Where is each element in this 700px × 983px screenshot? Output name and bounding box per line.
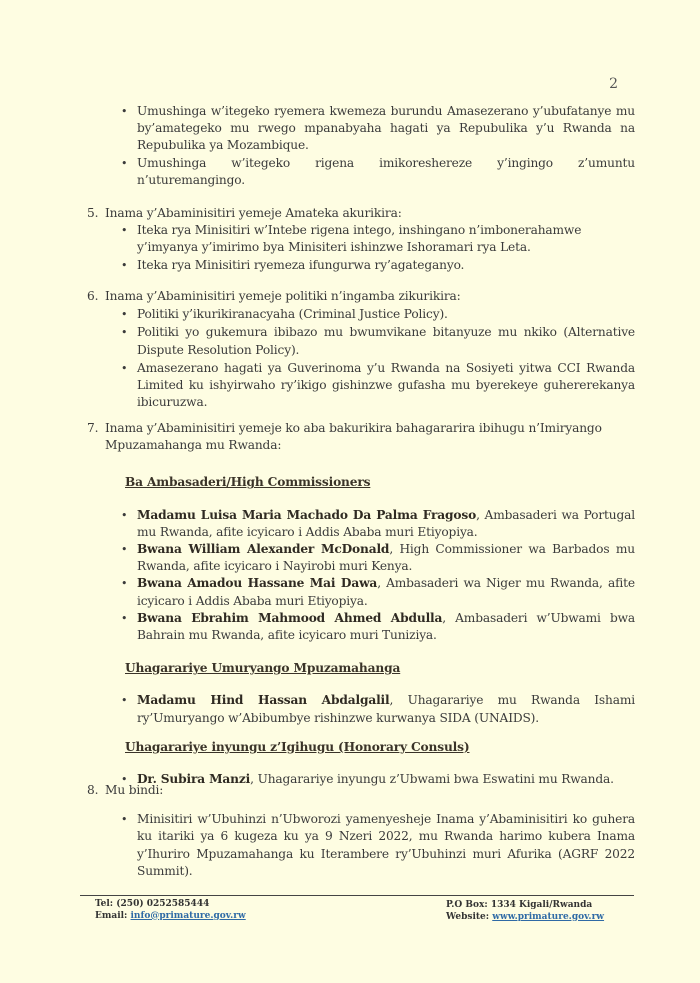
website-label: Website: bbox=[446, 911, 490, 922]
list-item: • Iteka rya Minisitiri ryemeza ifungurwa ry’agateganyo. bbox=[87, 257, 635, 274]
person-name: Dr. Subira Manzi bbox=[137, 772, 251, 787]
footer-website bbox=[446, 912, 604, 924]
section-7 bbox=[87, 420, 635, 788]
section-number: 7. bbox=[87, 421, 99, 435]
list-item: • Minisitiri w’Ubuhinzi n’Ubworozi yamenyesheje Inama y’Abaminisitiri ko guhera ku itariki ya 6 kugeza ku ya 9 Nzeri 2022, mu Rwanda harimo kubera Inama y’Ihuriro Mpuzamahanga ku Iterambere ry’Ubuhinzi muri Afurika (AGRF 2022 Summit). bbox=[87, 811, 635, 880]
list-item: • Iteka rya Minisitiri w’Intebe rigena intego, inshingano n’imbonerahamwe y’imyanya y’imirimo bya Minisiteri ishinzwe Ishoramari rya Leta. bbox=[87, 222, 635, 256]
footer-left bbox=[95, 899, 246, 922]
footer-divider bbox=[80, 895, 634, 896]
intl-org-list bbox=[87, 692, 635, 726]
website-link[interactable]: www.primature.gov.rw bbox=[492, 911, 605, 922]
list-item bbox=[87, 507, 635, 541]
footer-pobox: P.O Box: 1334 Kigali/Rwanda bbox=[446, 900, 593, 910]
person-role: , High Commissioner wa Barbados mu Rwanda, afite icyicaro i Nayirobi muri Kenya. bbox=[137, 542, 635, 574]
list-item bbox=[87, 610, 635, 644]
person-role: , Uhagarariye mu Rwanda Ishami ry’Umuryango w’Abibumbye rishinzwe kurwanya SIDA (UNAIDS). bbox=[137, 693, 636, 725]
person-role: , Ambasaderi wa Portugal mu Rwanda, afite icyicaro i Addis Ababa muri Etiyopiya. bbox=[137, 507, 635, 539]
section-number: 5. bbox=[87, 206, 99, 220]
section-5 bbox=[87, 205, 635, 274]
person-name: Madamu Luisa Maria Machado Da Palma Fragoso bbox=[137, 507, 477, 522]
tel-label: Tel: bbox=[95, 899, 114, 909]
footer-tel bbox=[95, 899, 246, 911]
person-role: , Ambasaderi wa Niger mu Rwanda, afite icyicaro i Addis Ababa muri Etiyopiya. bbox=[137, 576, 635, 608]
section-8 bbox=[87, 782, 635, 880]
section-6 bbox=[87, 288, 635, 411]
email-label: Email: bbox=[95, 910, 128, 921]
footer-email bbox=[95, 911, 246, 923]
section-text: Mu bindi: bbox=[105, 783, 164, 797]
list-item: • Amasezerano hagati ya Guverinoma y’u Rwanda na Sosiyeti yitwa CCI Rwanda Limited ku ishyirwaho ry’ikigo gishinzwe gufasha mu byerekeye guhererekanya ibicuruzwa. bbox=[87, 360, 635, 412]
section-text: Inama y’Abaminisitiri yemeje ko aba bakurikira bahagararira ibihugu n’Imiryango Mpuzamahanga mu Rwanda: bbox=[105, 421, 602, 453]
section-number: 8. bbox=[87, 783, 99, 797]
list-item: • Politiki yo gukemura ibibazo mu bwumvikane bitanyuze mu nkiko (Alternative Dispute Resolution Policy). bbox=[87, 324, 635, 358]
heading-intl-org: Uhagarariye Umuryango Mpuzamahanga bbox=[125, 661, 401, 676]
top-bullet-list bbox=[87, 103, 635, 189]
list-item: • Politiki y’ikurikiranacyaha (Criminal Justice Policy). bbox=[87, 306, 635, 323]
section-text: Inama y’Abaminisitiri yemeje Amateka akurikira: bbox=[105, 206, 402, 220]
person-name: Madamu Hind Hassan Abdalgalil bbox=[137, 693, 390, 708]
section-text: Inama y’Abaminisitiri yemeje politiki n’ingamba zikurikira: bbox=[105, 289, 461, 303]
list-item bbox=[87, 575, 635, 609]
heading-ambassadors: Ba Ambasaderi/High Commissioners bbox=[125, 475, 371, 490]
page-number: 2 bbox=[609, 76, 618, 92]
person-name: Bwana Ebrahim Mahmood Ahmed Abdulla bbox=[137, 610, 443, 625]
footer-right bbox=[446, 900, 604, 923]
section-number: 6. bbox=[87, 289, 99, 303]
person-name: Bwana William Alexander McDonald bbox=[137, 542, 390, 557]
person-role: , Uhagarariye inyungu z’Ubwami bwa Eswatini mu Rwanda. bbox=[250, 772, 614, 787]
list-item: • Umushinga w’itegeko ryemera kwemeza burundu Amasezerano y’ubufatanye mu by’amategeko mu rwego mpanabyaha hagati ya Repubulika y’u Rwanda na Repubulika ya Mozambique. bbox=[87, 103, 635, 155]
ambassador-list bbox=[87, 507, 635, 645]
list-item: • Umushinga w’itegeko rigena imikoreshereze y’ingingo z’umuntu n’uturemangingo. bbox=[87, 155, 635, 189]
person-role: , Ambasaderi w’Ubwami bwa Bahrain mu Rwanda, afite icyicaro muri Tuniziya. bbox=[137, 610, 635, 643]
list-item bbox=[87, 541, 635, 575]
email-link[interactable]: info@primature.gov.rw bbox=[130, 910, 246, 921]
heading-honorary-consuls: Uhagarariye inyungu z’Igihugu (Honorary Consuls) bbox=[125, 739, 470, 754]
person-name: Bwana Amadou Hassane Mai Dawa bbox=[137, 576, 378, 591]
tel-value: (250) 0252585444 bbox=[116, 899, 210, 909]
list-item bbox=[87, 692, 635, 726]
